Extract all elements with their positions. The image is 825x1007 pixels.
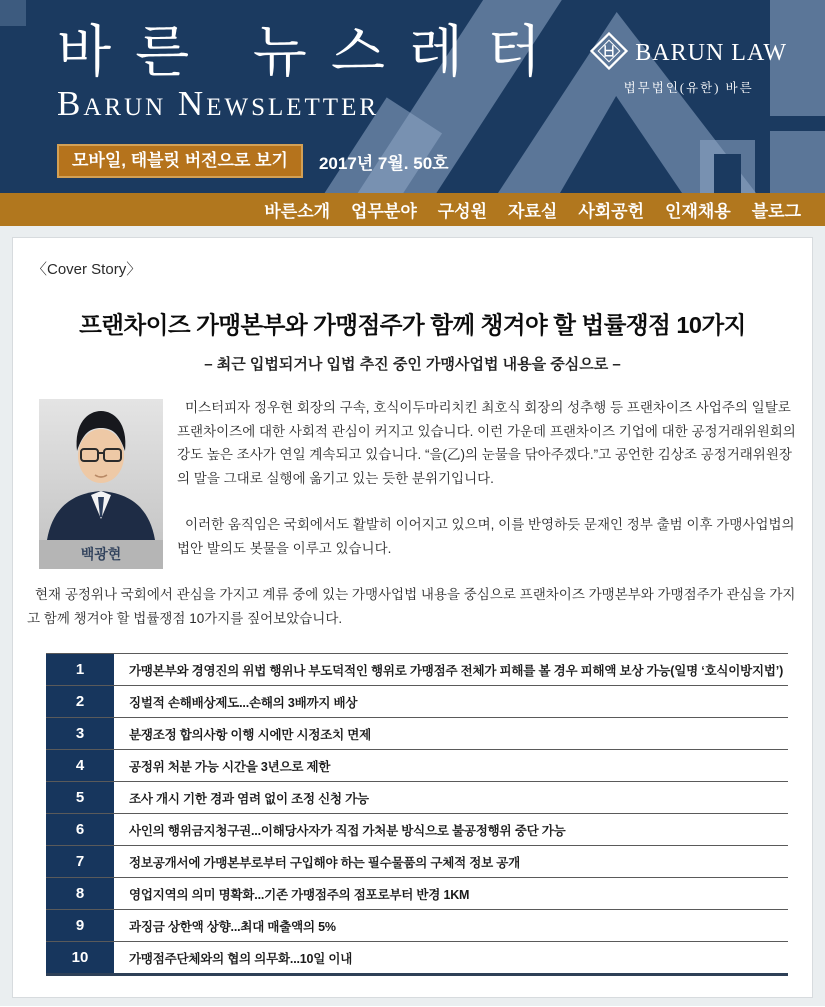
- article-paragraph: 이러한 움직임은 국회에서도 활발히 이어지고 있으며, 이를 반영하듯 문재인 정부 출범 이후 가맹사업법의 법안 발의도 봇물을 이루고 있습니다.: [177, 517, 795, 556]
- article-body: [27, 396, 798, 630]
- row-number: 6: [46, 814, 114, 845]
- row-text: 가맹본부와 경영진의 위법 행위나 부도덕적인 행위로 가맹점주 전체가 피해를 볼 경우 피해액 보상 가능(일명 ‘호식이방지법’): [129, 663, 784, 678]
- nav-item-people[interactable]: 구성원: [437, 202, 488, 221]
- row-text: 조사 개시 기한 경과 염려 없이 조정 신청 가능: [129, 791, 369, 806]
- nav-item-blog[interactable]: 블로그: [751, 202, 801, 221]
- pattern-square-cutout: [714, 154, 741, 193]
- newsletter-title-korean: 바른 뉴스레터: [57, 20, 566, 83]
- article-subtitle: – 최근 입법되거나 입법 추진 중인 가맹사업법 내용을 중심으로 –: [204, 356, 621, 373]
- table-row: [46, 942, 788, 976]
- logo-wordmark: BARUN LAW: [635, 40, 787, 66]
- row-number: 4: [46, 750, 114, 781]
- table-row: [46, 654, 788, 686]
- article-title: 프랜차이즈 가맹본부와 가맹점주가 함께 챙겨야 할 법률쟁점 10가지: [79, 312, 746, 338]
- cover-story-card: [12, 237, 813, 998]
- masthead: [57, 22, 565, 178]
- row-number: 3: [46, 718, 114, 749]
- row-number: 7: [46, 846, 114, 877]
- row-text: 가맹점주단체와의 협의 의무화...10일 이내: [129, 951, 353, 966]
- pattern-bar-gap: [770, 116, 825, 131]
- logo-subtitle: 법무법인(유한) 바른: [623, 81, 754, 95]
- row-text: 공정위 처분 가능 시간을 3년으로 제한: [129, 759, 331, 774]
- row-text: 분쟁조정 합의사항 이행 시에만 시정조치 면제: [129, 727, 371, 742]
- nav-item-resources[interactable]: 자료실: [508, 202, 558, 221]
- author-name-caption: 백광현: [39, 540, 163, 569]
- row-number: 8: [46, 878, 114, 909]
- newsletter-header: [0, 0, 825, 193]
- newsletter-title-english: Barun Newsletter: [57, 84, 380, 123]
- table-row: [46, 846, 788, 878]
- row-number: 5: [46, 782, 114, 813]
- table-row: [46, 750, 788, 782]
- issue-date-label: 2017년 7월. 50호: [318, 153, 449, 173]
- pattern-corner-square: [0, 0, 26, 26]
- table-row: [46, 910, 788, 942]
- row-text: 정보공개서에 가맹본부로부터 구입해야 하는 필수물품의 구체적 정보 공개: [129, 855, 521, 870]
- pattern-vertical-bar: [770, 0, 825, 193]
- row-number: 1: [46, 654, 114, 685]
- table-row: [46, 782, 788, 814]
- row-number: 10: [46, 942, 114, 973]
- table-row: [46, 686, 788, 718]
- nav-item-about[interactable]: 바른소개: [264, 202, 331, 221]
- article-paragraph: 현재 공정위나 국회에서 관심을 가지고 계류 중에 있는 가맹사업법 내용을 중심으로 프랜차이즈 가맹본부와 가맹점주가 관심을 가지고 함께 챙겨야 할 법률쟁점 10가지를 짚어보았습니다.: [27, 587, 796, 626]
- nav-item-recruit[interactable]: 인재채용: [665, 202, 731, 221]
- mobile-version-button[interactable]: 모바일, 태블릿 버전으로 보기: [57, 144, 303, 178]
- barun-law-logo[interactable]: [590, 32, 787, 96]
- main-navigation: [0, 193, 825, 226]
- legal-issues-table: [46, 653, 788, 976]
- article-paragraph: 미스터피자 정우현 회장의 구속, 호식이두마리치킨 최호식 회장의 성추행 등 프랜차이즈 사업주의 일탈로 프랜차이즈에 대한 사회적 관심이 커지고 있습니다. 이런 가운데 프랜차이즈 기업에 대한 공정거래위원회의 강도 높은 조사가 연일 계속되고 있습니다. “을(乙)의 눈물을 닦아주겠다.”고 공언한 김상조 공정거래위원장의 말을 그대로 실행에 옮기고 있는 듯한 분위기입니다.: [177, 400, 796, 486]
- row-text: 영업지역의 의미 명확화...기존 가맹점주의 점포로부터 반경 1KM: [129, 887, 470, 902]
- table-row: [46, 718, 788, 750]
- section-label: 〈Cover Story〉: [32, 261, 142, 278]
- row-text: 징벌적 손해배상제도...손해의 3배까지 배상: [129, 695, 358, 710]
- row-number: 9: [46, 910, 114, 941]
- author-figure: [39, 399, 163, 569]
- row-text: 과징금 상한액 상향...최대 매출액의 5%: [129, 919, 336, 934]
- nav-item-practice[interactable]: 업무분야: [351, 202, 417, 221]
- row-text: 사인의 행위금지청구권...이해당사자가 직접 가처분 방식으로 불공정행위 중단 가능: [129, 823, 566, 838]
- barun-law-diamond-icon: [590, 32, 628, 75]
- table-row: [46, 878, 788, 910]
- table-row: [46, 814, 788, 846]
- author-photo: [39, 399, 163, 540]
- nav-item-social[interactable]: 사회공헌: [578, 202, 645, 221]
- page-background: [0, 226, 825, 1006]
- row-number: 2: [46, 686, 114, 717]
